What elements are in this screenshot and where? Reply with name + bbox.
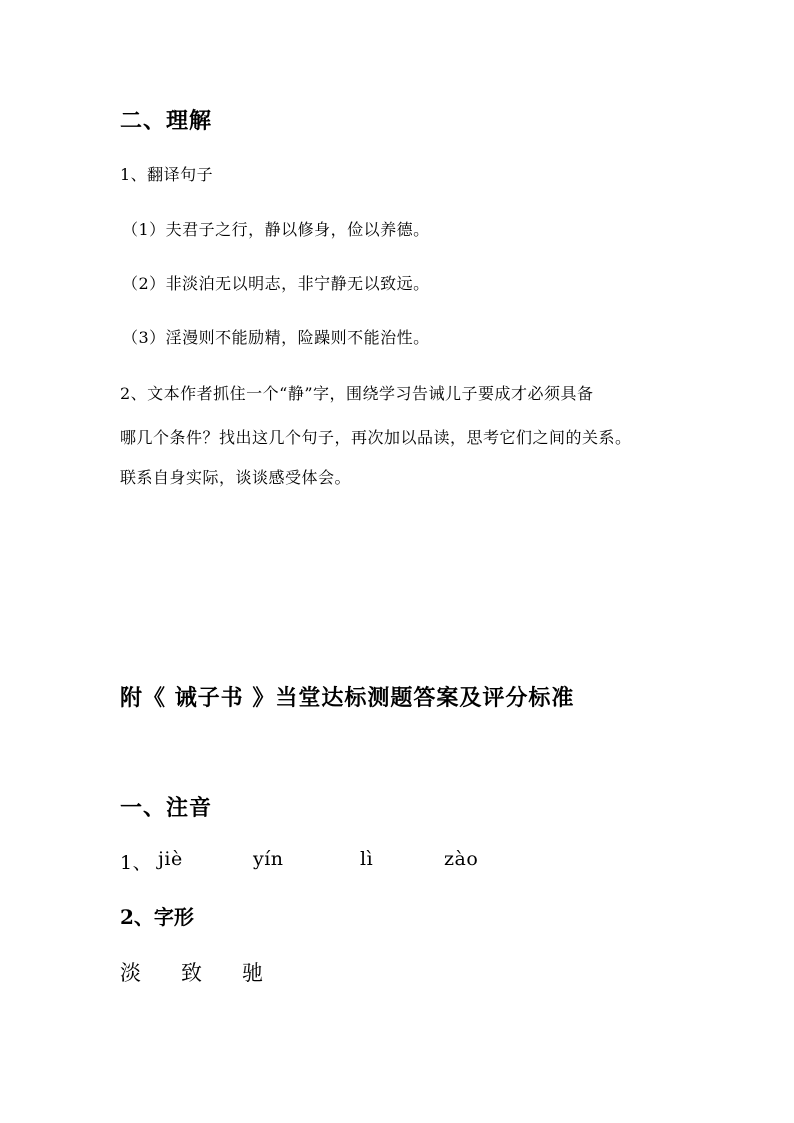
- translate-item-2: （2）非淡泊无以明志，非宁静无以致远。: [122, 274, 430, 293]
- pinyin-answer-3: lì: [360, 848, 374, 870]
- translate-item-3: （3）淫漫则不能励精，险躁则不能治性。: [122, 328, 430, 347]
- section-heading-understanding: 二、理解: [120, 108, 213, 134]
- translate-item-1: （1）夫君子之行，静以修身，俭以养德。: [122, 220, 430, 239]
- question-1-title: 1、翻译句子: [120, 165, 214, 184]
- glyph-answer-1: 淡: [120, 961, 141, 985]
- pinyin-answer-2: yín: [253, 848, 284, 870]
- answer-section-heading-pinyin: 一、注音: [120, 795, 213, 821]
- question-2-line-1: 2、文本作者抓住一个“静”字，围绕学习告诫儿子要成才必须具备: [120, 384, 594, 403]
- pinyin-answer-4: zào: [444, 848, 479, 870]
- question-2-line-2: 哪几个条件？找出这几个句子，再次加以品读，思考它们之间的关系。: [120, 428, 632, 447]
- pinyin-answer-1: jiè: [158, 848, 183, 870]
- question-2-line-3: 联系自身实际，谈谈感受体会。: [120, 468, 352, 487]
- glyph-answer-3: 驰: [242, 961, 263, 985]
- pinyin-label: 1、: [120, 852, 153, 874]
- appendix-title: 附《 诫子书 》当堂达标测题答案及评分标准: [120, 685, 575, 711]
- glyph-heading: 2、字形: [120, 905, 194, 929]
- glyph-answer-2: 致: [181, 961, 202, 985]
